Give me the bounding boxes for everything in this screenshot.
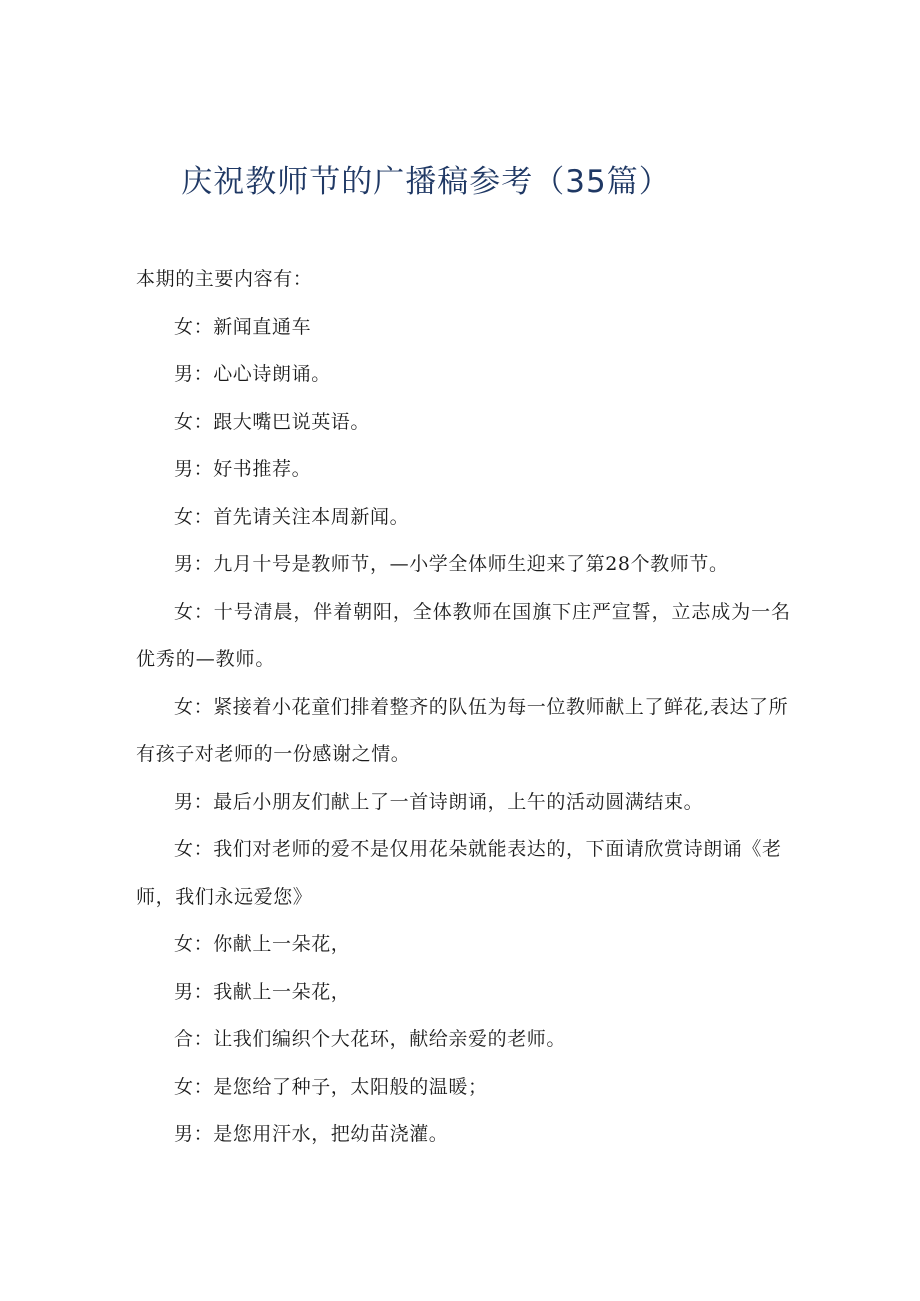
paragraph: 女：你献上一朵花，	[174, 933, 351, 955]
paragraph-intro: 本期的主要内容有：	[136, 268, 313, 290]
document-body	[136, 256, 796, 1159]
paragraph: 合：让我们编织个大花环，献给亲爱的老师。	[174, 1028, 567, 1050]
paragraph: 男：是您用汗水，把幼苗浇灌。	[174, 1123, 449, 1145]
paragraph: 女：我们对老师的爱不是仅用花朵就能表达的，下面请欣赏诗朗诵《老师，我们永远爱您》	[136, 838, 782, 908]
paragraph: 女：跟大嘴巴说英语。	[174, 410, 371, 433]
paragraph: 男：我献上一朵花，	[174, 980, 351, 1003]
paragraph: 女：是您给了种子，太阳般的温暖；	[174, 1075, 488, 1098]
paragraph: 女：紧接着小花童们排着整齐的队伍为每一位教师献上了鲜花,表达了所有孩子对老师的一份感谢之情。	[136, 695, 789, 765]
document-title: 庆祝教师节的广播稿参考（35篇）	[181, 164, 671, 200]
paragraph: 女：首先请关注本周新闻。	[174, 505, 410, 528]
paragraph: 女：十号清晨，伴着朝阳，全体教师在国旗下庄严宣誓，立志成为一名优秀的—教师。	[136, 600, 791, 670]
paragraph: 女：新闻直通车	[174, 315, 312, 338]
paragraph: 男：好书推荐。	[174, 458, 312, 480]
paragraph: 男：心心诗朗诵。	[174, 363, 331, 385]
paragraph: 男：九月十号是教师节，—小学全体师生迎来了第28个教师节。	[174, 553, 729, 575]
paragraph: 男：最后小朋友们献上了一首诗朗诵，上午的活动圆满结束。	[174, 790, 704, 813]
